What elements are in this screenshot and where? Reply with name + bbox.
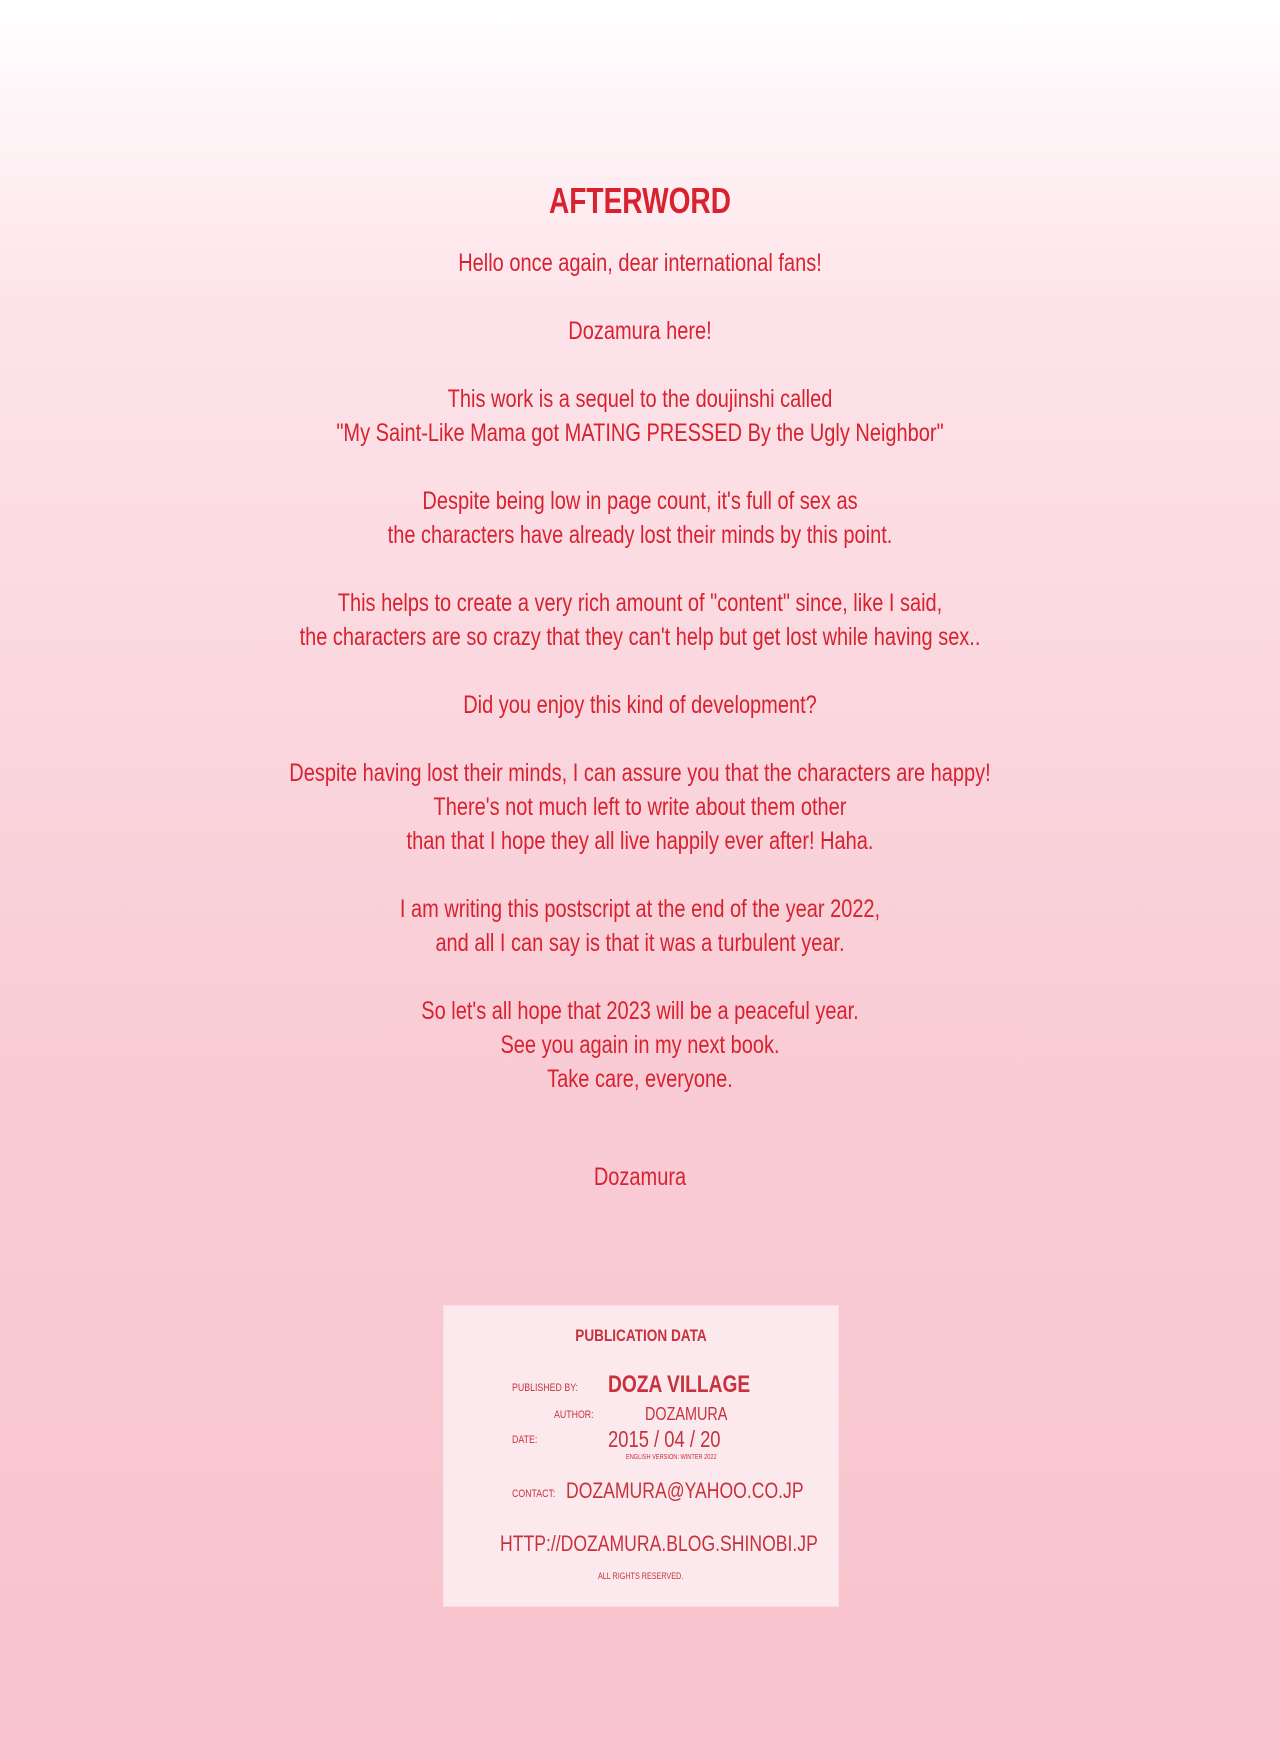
- text-line: There's not much left to write about them other: [433, 793, 847, 821]
- paragraph: [0, 246, 1280, 280]
- paragraph: [0, 484, 1280, 552]
- paragraph: [0, 382, 1280, 450]
- paragraph: [0, 892, 1280, 960]
- paragraph: [0, 994, 1280, 1096]
- published-by-label: PUBLISHED BY:: [512, 1382, 579, 1394]
- text-line: This work is a sequel to the doujinshi called: [447, 385, 833, 413]
- publication-data-box: [443, 1305, 839, 1607]
- paragraph: [0, 688, 1280, 722]
- blog-url[interactable]: HTTP://DOZAMURA.BLOG.SHINOBI.JP: [500, 1531, 818, 1556]
- contact-email[interactable]: DOZAMURA@YAHOO.CO.JP: [566, 1478, 804, 1503]
- text-line: Despite being low in page count, it's full of sex as: [422, 487, 858, 515]
- text-line: So let's all hope that 2023 will be a peaceful year.: [421, 997, 859, 1025]
- rights-notice: ALL RIGHTS RESERVED.: [598, 1571, 684, 1581]
- text-line: and all I can say is that it was a turbulent year.: [435, 929, 845, 957]
- text-line: Take care, everyone.: [547, 1065, 733, 1093]
- text-line: Despite having lost their minds, I can assure you that the characters are happy!: [289, 759, 991, 787]
- text-line: Did you enjoy this kind of development?: [463, 691, 817, 719]
- text-line: I am writing this postscript at the end of the year 2022,: [399, 895, 881, 923]
- contact-label: CONTACT:: [512, 1488, 556, 1500]
- text-line: the characters have already lost their minds by this point.: [387, 521, 893, 549]
- english-version-note: ENGLISH VERSION: WINTER 2022: [626, 1454, 717, 1461]
- afterword-body: [0, 246, 1280, 1130]
- paragraph: [0, 314, 1280, 348]
- text-line: "My Saint-Like Mama got MATING PRESSED By the Ugly Neighbor": [336, 419, 944, 447]
- paragraph: [0, 586, 1280, 654]
- text-line: This helps to create a very rich amount of "content" since, like I said,: [337, 589, 943, 617]
- text-line: the characters are so crazy that they can't help but get lost while having sex..: [299, 623, 981, 651]
- paragraph: [0, 756, 1280, 858]
- author-signature: Dozamura: [593, 1163, 687, 1191]
- date-label: DATE:: [512, 1434, 538, 1446]
- text-line: Hello once again, dear international fans!: [458, 249, 822, 277]
- publication-title: PUBLICATION DATA: [575, 1326, 707, 1345]
- text-line: Dozamura here!: [568, 317, 712, 345]
- publisher-name: DOZA VILLAGE: [608, 1371, 751, 1398]
- text-line: than that I hope they all live happily ever after! Haha.: [406, 827, 874, 855]
- author-name: DOZAMURA: [645, 1404, 728, 1424]
- text-line: See you again in my next book.: [500, 1031, 780, 1059]
- publication-date: 2015 / 04 / 20: [608, 1426, 721, 1452]
- afterword-title: AFTERWORD: [548, 180, 731, 221]
- author-label: AUTHOR:: [554, 1409, 594, 1421]
